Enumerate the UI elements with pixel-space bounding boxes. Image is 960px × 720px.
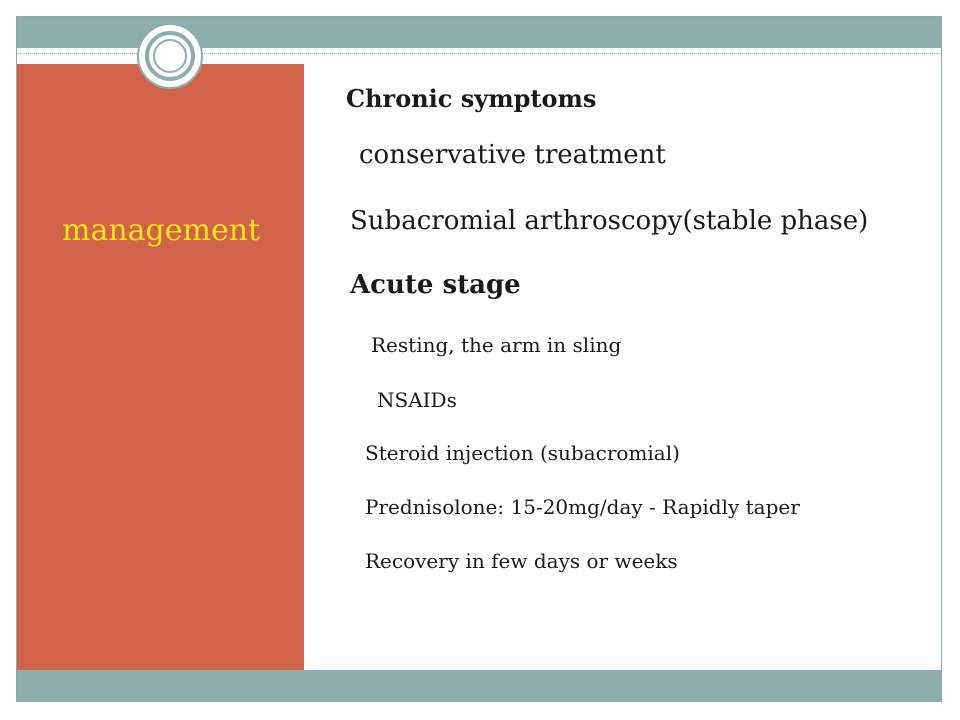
item-conservative-treatment: conservative treatment (359, 140, 666, 170)
side-panel (17, 64, 304, 670)
item-prednisolone: Prednisolone: 15-20mg/day - Rapidly taper (365, 495, 800, 519)
item-recovery: Recovery in few days or weeks (365, 549, 678, 573)
heading-acute-stage: Acute stage (350, 270, 521, 300)
side-title: management (62, 213, 261, 248)
double-ring-circle-icon (136, 22, 204, 90)
item-subacromial-arthroscopy: Subacromial arthroscopy(stable phase) (350, 206, 869, 236)
item-nsaids: NSAIDs (377, 388, 457, 412)
item-steroid-injection: Steroid injection (subacromial) (365, 441, 680, 465)
heading-chronic-symptoms: Chronic symptoms (346, 84, 597, 113)
item-resting-sling: Resting, the arm in sling (371, 333, 622, 357)
bottom-band (17, 670, 941, 702)
